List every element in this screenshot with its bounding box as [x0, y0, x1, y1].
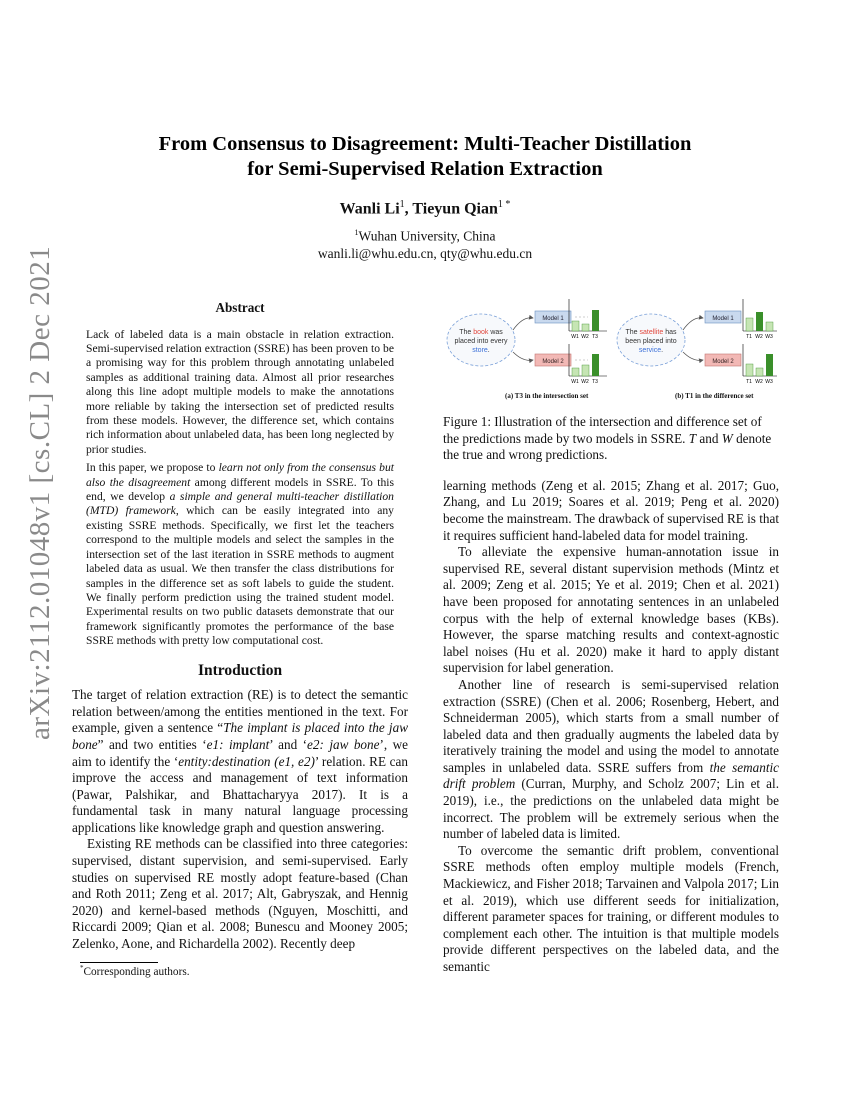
tick-b-top: W3	[765, 334, 773, 340]
affiliation	[70, 224, 780, 262]
sentence-b-line1: The satellite has	[625, 329, 677, 336]
paper-title	[70, 132, 780, 182]
sentence-b-line2: been placed into	[625, 338, 677, 345]
bar-b-bot-w3	[766, 354, 773, 376]
body-paragraph: To alleviate the expensive human-annotation issue in supervised RE, several distant supervision methods (Mintz et al. 2009; Zeng et al. 2015; Ye et al. 2019; Chen et al. 2021) have been proposed for annotating sentences in an unlabeled corpus with the help of external knowledge bases (KBs). However, the sparse matching results and context-agnostic label noises (Hu et al. 2020) make it hard to apply distant supervision for label generation.	[443, 544, 779, 676]
sentence-a-line1: The book was	[459, 329, 503, 336]
paper-header	[70, 132, 780, 262]
bar-a-bot-t3	[592, 354, 599, 376]
bar-b-top-t1	[746, 318, 753, 331]
body-paragraph: Another line of research is semi-supervised relation extraction (SSRE) (Chen et al. 2006; Rosenberg, Hebert, and Schneiderman 2005), which starts from a small number of labeled data and then gradually augments the labeled data by iteratively training the model and using the model to annotate samples in unlabeled data. SSRE suffers from the semantic drift problem (Curran, Murphy, and Scholz 2007; Lin et al. 2019), i.e., the predictions on the unlabeled data might be incorrect. The problem will be extremely serious when the number of labeled data is limited.	[443, 676, 780, 842]
title-line-2: for Semi-Supervised Relation Extraction	[247, 158, 603, 180]
tick-a-top: T3	[592, 334, 598, 340]
tick-a-bot: T3	[592, 379, 598, 385]
model2-label-b: Model 2	[712, 359, 734, 365]
title-line-1: From Consensus to Disagreement: Multi-Teacher Distillation	[158, 133, 692, 155]
body-paragraph: learning methods (Zeng et al. 2015; Zhang et al. 2017; Guo, Zhang, and Lu 2019; Soares et al. 2019; Peng et al. 2020) become the mainstream. The drawback of supervised RE is that it requires sufficient hand-labeled data for model training.	[443, 477, 779, 543]
body-paragraph: To overcome the semantic drift problem, conventional SSRE methods often employ multiple models (French, Mackiewicz, and Fisher 2018; Tarvainen and Valpola 2017; Lin et al. 2019), which use different seeds for initialization, different parameter spaces for training, or different modules to complement each other. The intuition is that multiple models provide different perspectives on the labeled data, and the semantic	[443, 842, 779, 974]
arxiv-identifier: arXiv:2112.01048v1 [cs.CL] 2 Dec 2021	[24, 245, 56, 740]
bar-b-top-w3	[766, 322, 773, 331]
sentence-a-line3: store.	[472, 347, 490, 354]
abstract-heading: Abstract	[215, 300, 265, 315]
arrow-b-top	[683, 318, 703, 330]
tick-a-top: W2	[581, 334, 589, 340]
author-emails: wanli.li@whu.edu.cn, qty@whu.edu.cn	[317, 245, 533, 261]
arrow-a-top	[513, 318, 533, 330]
tick-a-top: W1	[571, 334, 579, 340]
bar-a-top-t3	[592, 310, 599, 331]
figure-1-diagram	[443, 296, 779, 388]
footnote-divider	[80, 962, 158, 963]
bar-b-bot-w2	[756, 368, 763, 376]
bar-a-top-w2	[582, 324, 589, 331]
arrow-b-bottom	[683, 352, 703, 360]
intro-paragraph: Existing RE methods can be classified into three categories: supervised, distant supervision, and semi-supervised. Early studies on supervised RE mostly adopt feature-based (Chan and Roth 2011; Zeng et al. 2017; Alt, Gabryszak, and Hennig 2020) and kernel-based methods (Nguyen, Moschitti, and Riccardi 2009; Qian et al. 2008; Bunescu and Mooney 2005; Zelenko, Aone, and Richardella 2002). Recently deep	[72, 836, 408, 952]
abstract-paragraph: Lack of labeled data is a main obstacle in relation extraction. Semi-supervised relation extraction (SSRE) has been proven to be a promising way for this problem through annotating unlabeled samples as additional training data. Almost all prior researches along this line adopt multiple models to make the annotations more reliable by taking the intersection set of predicted results from these models. However, the difference set, which contains rich information about unlabeled data, has been long neglected by prior studies.	[86, 327, 394, 456]
author-affil-mark: 1	[399, 199, 405, 210]
tick-a-bot: W2	[581, 379, 589, 385]
author-name: Wanli Li	[339, 200, 400, 218]
figure-subcaption-b: (b) T1 in the difference set	[675, 392, 754, 400]
tick-a-bot: W1	[571, 379, 579, 385]
tick-b-top: T1	[746, 334, 752, 340]
bar-b-bot-t1	[746, 364, 753, 376]
tick-b-bot: W2	[755, 379, 763, 385]
tick-b-top: W2	[755, 334, 763, 340]
arrow-a-bottom	[513, 352, 533, 360]
figure-subcaption-a: (a) T3 in the intersection set	[505, 392, 589, 400]
model1-label-b: Model 1	[712, 316, 734, 322]
right-column	[443, 296, 779, 976]
figure-1-caption: Figure 1: Illustration of the intersection and difference set of the predictions made by two models in SSRE. T and W denote the true and wrong predictions.	[443, 414, 772, 463]
left-column	[72, 300, 408, 953]
author-name: Tieyun Qian	[412, 200, 498, 218]
sentence-b-line3: service.	[638, 347, 664, 354]
affiliation-name: Wuhan University, China	[358, 228, 496, 244]
intro-paragraph: The target of relation extraction (RE) is to detect the semantic relation between/among the entities mentioned in the text. For example, given a sentence “The implant is placed into the jaw bone” and two entities ‘e1: implant’ and ‘e2: jaw bone’, we aim to identify the ‘entity:destination (e1, e2)’ relation. RE can improve the access and management of text information (Pawar, Palshikar, and Bhattacharyya 2017). It is a fundamental task in many natural language processing applications like knowledge graph and question answering.	[72, 687, 408, 835]
model1-label-a: Model 1	[542, 316, 564, 322]
bar-a-top-w1	[572, 321, 579, 331]
footnote: *Corresponding authors.	[80, 964, 190, 978]
sentence-a-line2: placed into every	[454, 338, 508, 345]
model2-label-a: Model 2	[542, 359, 564, 365]
bar-b-top-w2	[756, 312, 763, 331]
tick-b-bot: W3	[765, 379, 773, 385]
bar-a-bot-w2	[582, 365, 589, 376]
affil-mark: 1	[354, 228, 359, 238]
right-body	[443, 478, 779, 976]
figure-1	[443, 296, 779, 406]
bar-a-bot-w1	[572, 368, 579, 376]
tick-b-bot: T1	[746, 379, 752, 385]
abstract-paragraph: In this paper, we propose to learn not only from the consensus but also the disagreement among different models in SSRE. To this end, we develop a simple and general multi-teacher distillation (MTD) framework, which can be easily integrated into any existing SSRE methods. Specifically, we first let the teachers correspond to the multiple models and select the samples in the intersection set of the last iteration in SSRE methods to augment labeled data as usual. We then transfer the class distributions for samples in the difference set as soft labels to guide the student. We finally perform prediction using the trained student model. Experimental results on two public datasets demonstrate that our framework significantly promotes the performance of the base SSRE methods with pretty low computational cost.	[86, 461, 394, 648]
author-separator: ,	[404, 200, 413, 218]
abstract-body	[72, 328, 408, 649]
author-list	[70, 199, 780, 218]
author-affil-mark: 1 *	[497, 199, 511, 210]
introduction-heading: Introduction	[197, 661, 283, 679]
